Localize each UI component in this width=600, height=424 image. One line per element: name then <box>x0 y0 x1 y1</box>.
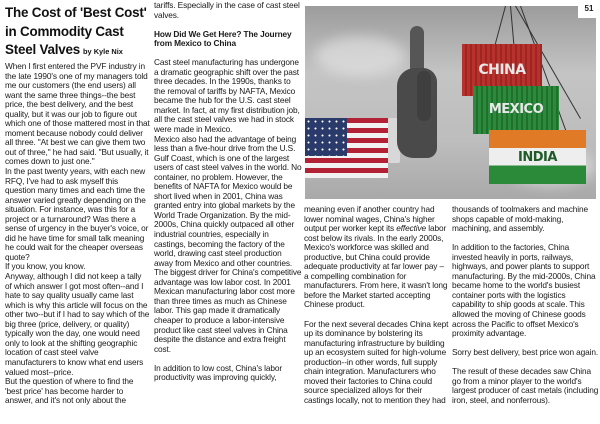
hand-thumb <box>417 71 431 121</box>
title-text: The Cost of 'Best Cost' in Commodity Cast Steel Valves <box>5 5 147 57</box>
column-3 <box>304 205 450 405</box>
column-4 <box>452 205 599 405</box>
paragraph: tariffs. Especially in the case of cast steel valves. <box>154 0 300 20</box>
paragraph: In the past twenty years, with each new RFQ, I've had to ask myself this question many times and each time the answer varied greatly depending on the situation. For instance, was this for a project or a turnaround? Was there a sense of urgency in the buyer's voice, or did he have time for small talk meaning he could wait for the cheaper overseas quote? <box>5 166 149 262</box>
container-mexico: MEXICO <box>473 86 559 134</box>
byline: by Kyle Nix <box>83 47 123 56</box>
container-china: CHINA <box>462 44 542 96</box>
subheading: How Did We Get Here? The Journey from Mexico to China <box>154 28 292 49</box>
paragraph: Sorry best delivery, best price won again. <box>452 347 599 358</box>
article-photo <box>305 6 596 199</box>
text: meaning even if another country had lower nominal wages, China's higher output per worker kept its <box>304 204 435 234</box>
paragraph: In addition to low cost, China's labor productivity was improving quickly, <box>154 362 283 383</box>
page-number: 51 <box>578 0 600 18</box>
paragraph: If you know, you know. <box>5 261 86 272</box>
paragraph: The result of these decades saw China go from a minor player to the world's largest producer of cast metals (including iron, steel, and nonferrous). <box>452 366 599 405</box>
paragraph: Anyway, although I did not keep a tally of which answer I got most often--and I hate to say quality usually came last which is why this article will focus on the other two--but if I had to say which of the big three (price, delivery, or quality) typically won the day, one would need only to look at the shifting geographic location of cast steel valve manufacturers to know what end users valued most--price. <box>5 271 150 377</box>
crane-cable <box>510 6 514 46</box>
flag-sleeve <box>305 118 388 178</box>
container-india: INDIA <box>489 130 586 184</box>
flag-stars <box>305 118 347 156</box>
column-1 <box>5 62 150 406</box>
article-title <box>5 4 155 62</box>
paragraph: For the next several decades China kept up its dominance by bolstering its manufacturing infrastructure by building up an ecosystem suited for high-volume production--in other words, full supply chain integration. Manufacturers who moved their factories to China could source specialized alloys for their castings locally, not to mention they had <box>304 318 449 405</box>
paragraph: When I first entered the PVF industry in the late 1990's one of my managers told me our customers (the end users) all want the same three things--the best price, the best delivery, and the best quality, but it was our job to figure out which one of those mattered most in that moment because nobody could deliver all three. "At best we can give them two out of three," he had said. "But usually, it comes down to just one." <box>5 61 150 167</box>
paragraph: But the question of where to find the 'best price' has become harder to answer, and it's not only about the <box>5 376 134 406</box>
paragraph: Cast steel manufacturing has undergone a dramatic geographic shift over the past three decades. In the 1990s, thanks to the removal of tariffs by NAFTA, Mexico became the hub for the U.S. cast steel market. In fact, at my first distribution job, all the cast steel valves we had in stock were made in Mexico. <box>154 57 300 135</box>
paragraph: The biggest driver for China's competitive advantage was low labor cost. In 2001 Mexican manufacturing labor cost more than three times as much as Chinese labor. This gap made it dramatically cheaper to produce a labor-intensive product like cast steel valves in China despite the distance and extra freight cost. <box>154 267 302 354</box>
column-2 <box>154 1 302 383</box>
paragraph <box>304 205 450 310</box>
paragraph: In addition to the factories, China invested heavily in ports, railways, highways, and power plants to support manufacturing. By the mid-2000s, China became home to the world's busiest container ports with the logistics capability to ship goods at scale. This allowed the moving of Chinese goods across the Pacific to offset Mexico's proximity advantage. <box>452 242 596 339</box>
text: labor cost below its rivals. In the early 2000s, Mexico's workforce was skilled and productive, but China could provide adequate productivity at far lower pay – a compelling combination for manufacturers. From here, it wasn't long before the Market started accepting Chinese product. <box>304 223 448 310</box>
paragraph: Mexico also had the advantage of being less than a five-hour drive from the U.S. Gulf Coast, which is one of the largest users of cast steel valves in the world. No container, no problem. However, the benefits of NAFTA for Mexico would be short lived when in 2001, China was granted entry into global markets by the World Trade Organization. By the mid-2000s, China quickly outpaced all other industrial countries, especially in castings, becoming the factory of the world, drawing cast steel production away from Mexico and other countries. <box>154 133 302 268</box>
cloud <box>315 36 405 76</box>
emphasis: effective <box>396 223 427 234</box>
paragraph: thousands of toolmakers and machine shops capable of mold-making, machining, and assembly. <box>452 204 589 234</box>
crane-cable <box>495 6 506 45</box>
